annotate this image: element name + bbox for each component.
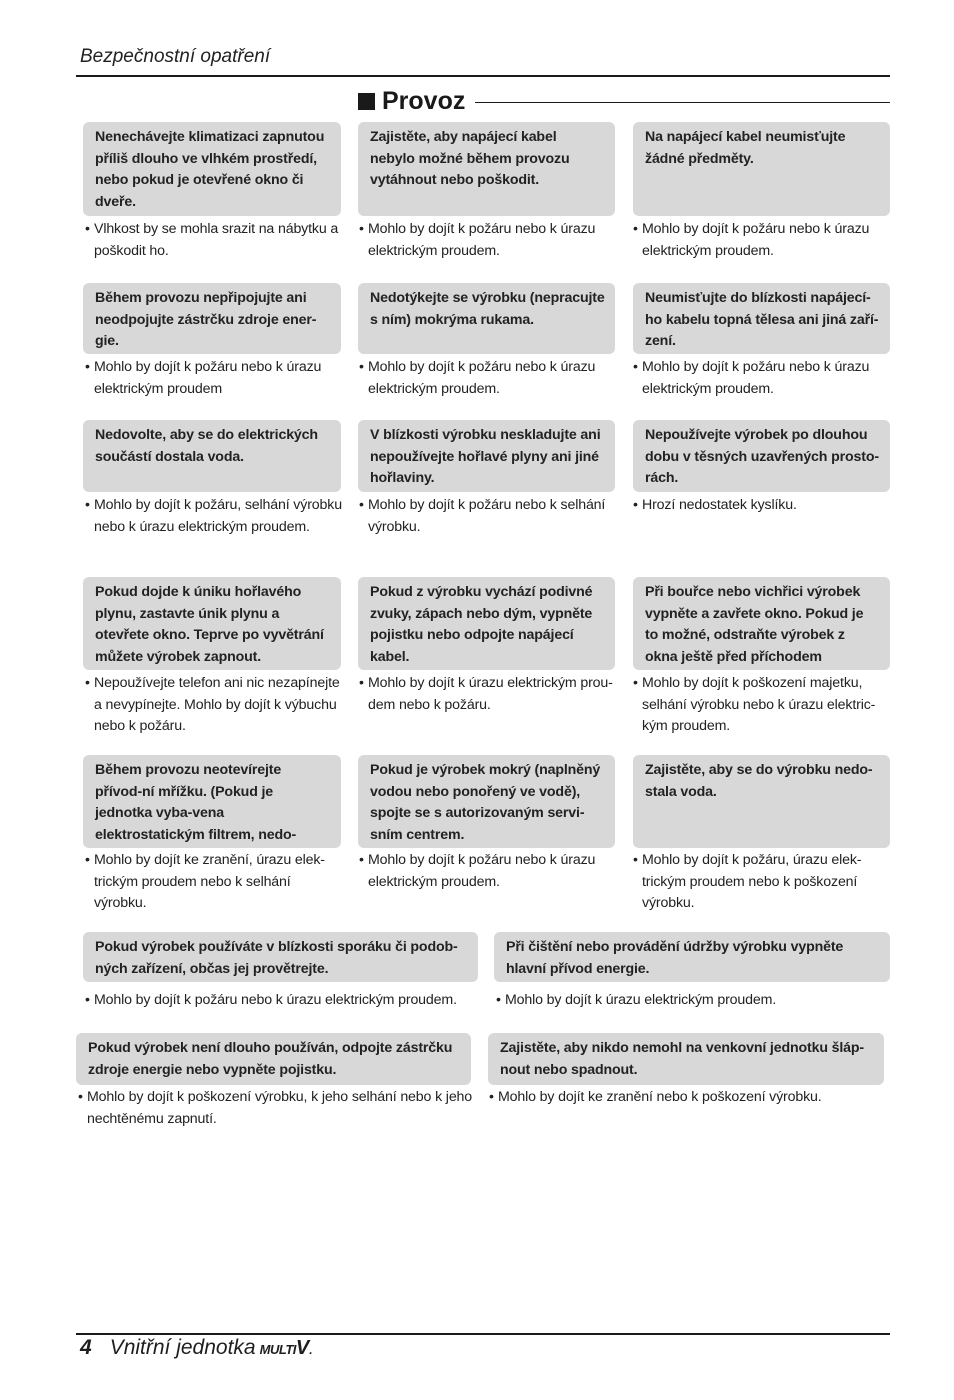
warning-text: Během provozu nepřipojujte ani neodpojujte zástrčku zdroje ener-gie. [95, 290, 317, 350]
note-text: Mohlo by dojít k požáru nebo k úrazu elektrickým proudem. [368, 221, 596, 259]
note [359, 219, 617, 262]
warning-box [633, 577, 890, 670]
bullet: • [359, 221, 364, 237]
bullet: • [85, 497, 90, 513]
warning-box [358, 122, 615, 216]
warning-box [358, 420, 615, 492]
warning-text: Pokud z výrobku vychází podivné zvuky, zápach nebo dým, vypněte pojistku nebo odpojte napájecí kabel. [370, 584, 593, 665]
note-text: Mohlo by dojít k požáru, úrazu elek-trickým proudem nebo k poškození výrobku. [642, 852, 862, 912]
note-text: Hrozí nedostatek kyslíku. [642, 497, 797, 513]
warning-text: Zajistěte, aby se do výrobku nedo-stala voda. [645, 762, 873, 800]
bullet: • [496, 992, 501, 1008]
note [633, 219, 891, 262]
warning-text: Zajistěte, aby napájecí kabel nebylo možné během provozu vytáhnout nebo poškodit. [370, 129, 570, 189]
warning-box [83, 420, 341, 492]
bullet: • [78, 1089, 83, 1105]
bullet: • [85, 992, 90, 1008]
warning-box [633, 420, 890, 492]
warning-box [358, 755, 615, 848]
note-text: Mohlo by dojít k poškození majetku, selhání výrobku nebo k úrazu elektric-kým proudem. [642, 675, 876, 735]
note-text: Mohlo by dojít k požáru nebo k úrazu elektrickým proudem. [94, 992, 457, 1008]
warning-text: Neumisťujte do blízkosti napájecí-ho kabelu topná tělesa ani jiná zaří-zení. [645, 290, 879, 350]
logo-v: V [295, 1337, 310, 1359]
bullet: • [359, 852, 364, 868]
note [633, 850, 891, 915]
footer-rule [76, 1333, 890, 1335]
note-text: Mohlo by dojít k úrazu elektrickým proudem. [505, 992, 777, 1008]
warning-box [83, 577, 341, 670]
section-title: Provoz [382, 86, 466, 115]
bullet: • [85, 675, 90, 691]
logo-text: MULTI [259, 1342, 296, 1357]
warning-box [83, 755, 341, 848]
warning-box [83, 122, 341, 216]
warning-text: Při bouřce nebo vichřici výrobek vypněte a zavřete okno. Pokud je to možné, odstraňte výrobek z okna ještě před příchodem [645, 584, 864, 665]
warning-text: Pokud je výrobek mokrý (naplněný vodou nebo ponořený ve vodě), spojte se s autorizovaným servi-sním centrem. [370, 762, 601, 843]
warning-text: Pokud dojde k úniku hořlavého plynu, zastavte únik plynu a otevřete okno. Teprve po vyvětrání můžete výrobek zapnout. [95, 584, 324, 665]
warning-box [358, 577, 615, 670]
bullet: • [633, 852, 638, 868]
warning-box [83, 932, 478, 982]
note [633, 495, 891, 517]
bullet: • [359, 359, 364, 375]
warning-box [633, 122, 890, 216]
note-text: Mohlo by dojít k požáru nebo k úrazu elektrickým proudem. [368, 359, 596, 397]
note-text: Mohlo by dojít k požáru nebo k selhání výrobku. [368, 497, 606, 535]
warning-text: Při čištění nebo provádění údržby výrobku vypněte hlavní přívod energie. [506, 939, 844, 977]
note-text: Mohlo by dojít k požáru nebo k úrazu elektrickým proudem. [368, 852, 596, 890]
note-text: Nepoužívejte telefon ani nic nezapínejte a nevypínejte. Mohlo by dojít k výbuchu nebo k požáru. [94, 675, 340, 735]
section-heading [358, 86, 890, 116]
note-text: Mohlo by dojít k požáru nebo k úrazu elektrickým proudem [94, 359, 322, 397]
bullet: • [359, 675, 364, 691]
note-text: Mohlo by dojít k úrazu elektrickým prou-dem nebo k požáru. [368, 675, 613, 713]
note-text: Vlhkost by se mohla srazit na nábytku a poškodit ho. [94, 221, 339, 259]
note [359, 850, 617, 893]
warning-text: Nedotýkejte se výrobku (nepracujte s ním) mokrýma rukama. [370, 290, 605, 328]
warning-text: Nedovolte, aby se do elektrických součástí dostala voda. [95, 427, 318, 465]
bullet: • [633, 675, 638, 691]
note-text: Mohlo by dojít k požáru, selhání výrobku nebo k úrazu elektrickým proudem. [94, 497, 342, 535]
warning-text: Pokud výrobek není dlouho používán, odpojte zástrčku zdroje energie nebo vypněte pojistku. [88, 1040, 453, 1078]
note [359, 357, 617, 400]
warning-text: Během provozu neotevírejte přívod-ní mřížku. (Pokud je jednotka vyba-vena elektrostatickým filtrem, nedo- [95, 762, 297, 843]
note [496, 990, 892, 1012]
note [633, 357, 891, 400]
bullet: • [85, 359, 90, 375]
note-text: Mohlo by dojít ke zranění nebo k poškození výrobku. [498, 1089, 822, 1105]
bullet: • [633, 497, 638, 513]
note [489, 1087, 889, 1109]
header-rule [76, 75, 890, 77]
note [85, 219, 343, 262]
bullet: • [633, 359, 638, 375]
note [633, 673, 891, 738]
warning-box [494, 932, 890, 982]
warning-text: Nenechávejte klimatizaci zapnutou příliš dlouho ve vlhkém prostředí, nebo pokud je otevřené okno či dveře. [95, 129, 325, 210]
note [85, 850, 343, 915]
footer [80, 1336, 312, 1360]
warning-box [633, 755, 890, 848]
note-text: Mohlo by dojít ke zranění, úrazu elek-trickým proudem nebo k selhání výrobku. [94, 852, 325, 912]
warning-text: Zajistěte, aby nikdo nemohl na venkovní jednotku šláp-nout nebo spadnout. [500, 1040, 865, 1078]
note-text: Mohlo by dojít k požáru nebo k úrazu elektrickým proudem. [642, 359, 870, 397]
bullet: • [359, 497, 364, 513]
note-text: Mohlo by dojít k poškození výrobku, k jeho selhání nebo k jeho nechtěnému zapnutí. [87, 1089, 473, 1127]
bullet: • [85, 852, 90, 868]
note [85, 990, 485, 1012]
footer-title: Vnitřní jednotka [109, 1336, 256, 1359]
note [85, 357, 343, 400]
warning-box [633, 283, 890, 354]
note [78, 1087, 473, 1130]
warning-box [358, 283, 615, 354]
note [359, 495, 621, 538]
warning-text: Nepoužívejte výrobek po dlouhou dobu v těsných uzavřených prosto-rách. [645, 427, 879, 487]
warning-box [488, 1033, 884, 1085]
note-text: Mohlo by dojít k požáru nebo k úrazu elektrickým proudem. [642, 221, 870, 259]
note [359, 673, 617, 716]
header-title: Bezpečnostní opatření [80, 46, 271, 67]
warning-text: Na napájecí kabel neumisťujte žádné předměty. [645, 129, 846, 167]
page-number: 4 [80, 1336, 92, 1359]
warning-text: V blízkosti výrobku neskladujte ani nepoužívejte hořlavé plyny ani jiné hořlaviny. [370, 427, 601, 487]
note [85, 673, 343, 738]
bullet: • [85, 221, 90, 237]
section-bullet-square [358, 93, 375, 110]
bullet: • [489, 1089, 494, 1105]
note [85, 495, 343, 538]
bullet: • [633, 221, 638, 237]
section-rule [475, 102, 890, 103]
multi-v-logo [260, 1337, 312, 1360]
logo-dot: . [309, 1343, 313, 1357]
warning-box [83, 283, 341, 354]
warning-box [76, 1033, 471, 1085]
warning-text: Pokud výrobek používáte v blízkosti sporáku či podob-ných zařízení, občas jej provětrejte. [95, 939, 458, 977]
